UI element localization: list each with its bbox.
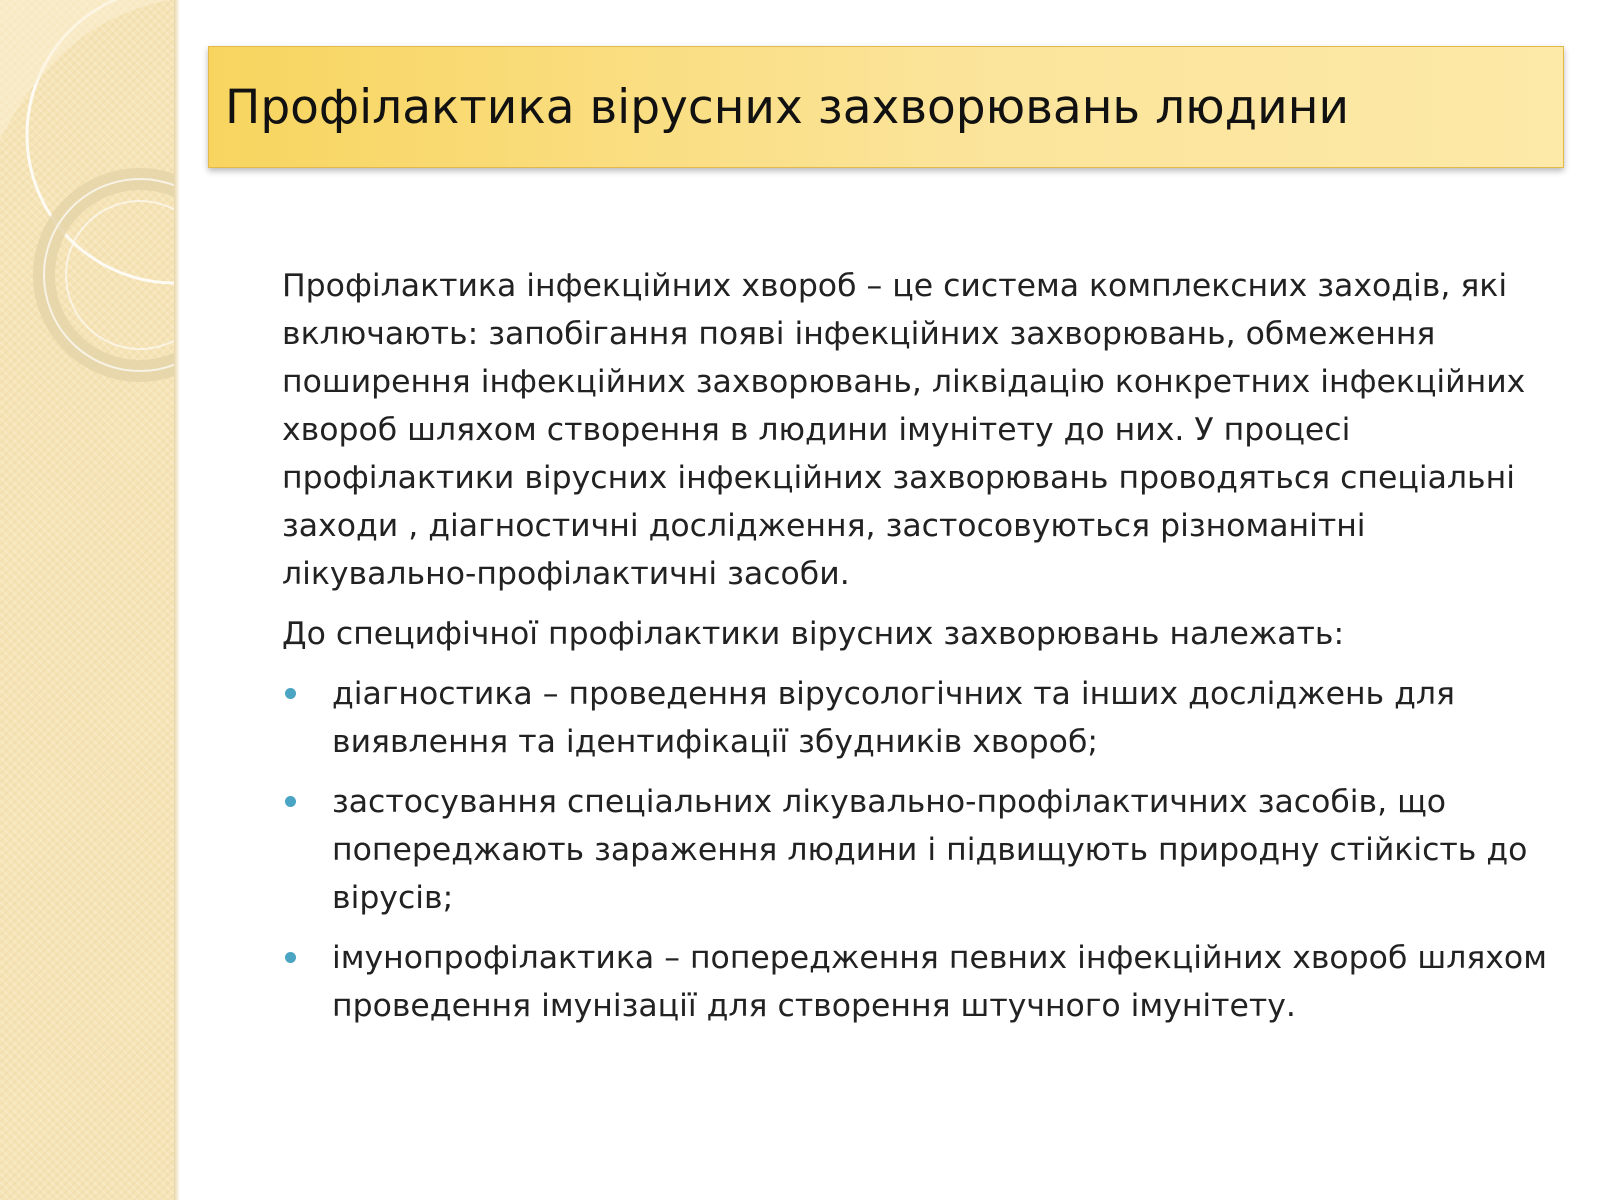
intro-paragraph: Профілактика інфекційних хвороб – це система комплексних заходів, які включають: запобігання появі інфекційних захворювань, обмеження поширення інфекційних захворювань, ліквідацію конкретних інфекційних хвороб шляхом створення в людини імунітету до них. У процесі профілактики вірусних інфекційних захворювань проводяться спеціальні заходи , діагностичні дослідження, застосовуються різноманітні лікувально-профілактичні засоби. [282,268,1526,592]
slide-content [282,262,1550,1042]
list-heading: До специфічної профілактики вірусних захворювань належать: [282,616,1345,652]
slide-title: Профілактика вірусних захворювань людини [225,79,1349,135]
bullet-list [282,670,1550,1030]
side-panel-edge [174,0,180,1200]
bullet-dot-icon [285,688,296,699]
bullet-dot-icon [285,796,296,807]
list-item [282,778,1550,922]
list-item [282,934,1550,1030]
decorative-rings-icon [0,0,178,1200]
bullet-dot-icon [285,952,296,963]
decorative-side-panel [0,0,178,1200]
list-item-text: імунопрофілактика – попередження певних інфекційних хвороб шляхом проведення імунізації для створення штучного імунітету. [332,940,1547,1024]
title-bar [208,46,1564,168]
list-item-text: діагностика – проведення вірусологічних та інших досліджень для виявлення та ідентифікації збудників хвороб; [332,676,1455,760]
list-item-text: застосування спеціальних лікувально-профілактичних засобів, що попереджають зараження людини і підвищують природну стійкість до вірусів; [332,784,1528,916]
list-item [282,670,1550,766]
